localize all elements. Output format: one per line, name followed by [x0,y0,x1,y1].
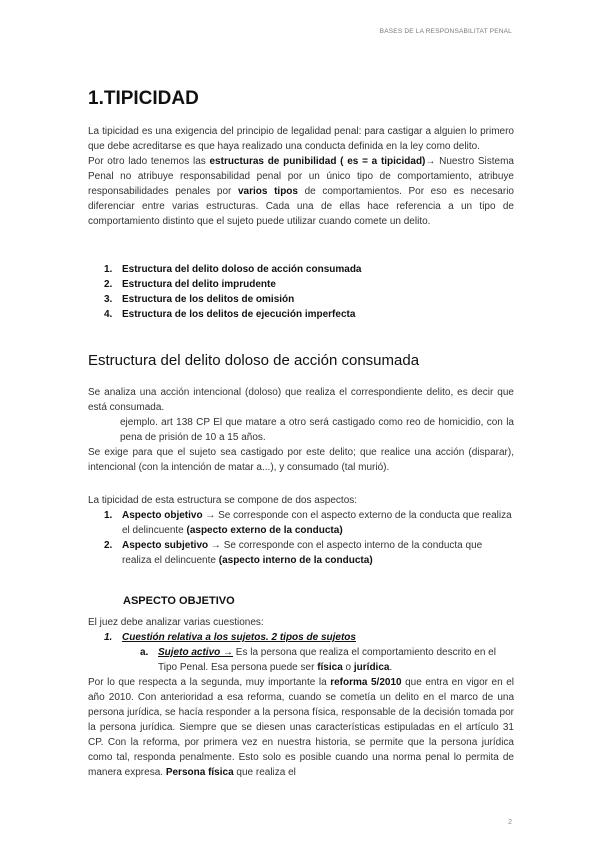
list-item: 4. Estructura de los delitos de ejecución imperfecta [104,309,356,320]
objective-intro: El juez debe analizar varias cuestiones: [88,617,264,628]
list-item: 1. Estructura del delito doloso de acción consumada [104,264,362,275]
list-item: 1. Aspecto objetivo → Se corresponde con el aspecto externo de la conducta que realiza el delincuente (aspecto externo de la conducta) [104,510,512,536]
page-number: 2 [508,819,512,826]
intro-paragraph-2: Por otro lado tenemos las estructuras de punibilidad ( es = a tipicidad)→ Nuestro Sistema Penal no atribuye responsabilidad penal por un único tipo de comportamiento, atribuye responsabilidades penales por varios tipos de comportamientos. Por eso es necesario diferenciar entre varias estructuras. Cada una de ellas hace referencia a un tipo de comportamiento distinto que el sujeto puede utilizar cuando comete un delito. [88,156,514,227]
aspects-list [104,508,514,568]
running-header: BASES DE LA RESPONSABILITAT PENAL [379,28,512,35]
analysis-paragraph-3: La tipicidad de esta estructura se compone de dos aspectos: [88,495,358,506]
list-item: 3. Estructura de los delitos de omisión [104,294,295,305]
subsection-title: Estructura del delito doloso de acción consumada [88,352,420,369]
reform-paragraph: Por lo que respecta a la segunda, muy importante la reforma 5/2010 que entra en vigor en el año 2010. Con anterioridad a esa reforma, cuando se cometía un delito en el marco de una persona jurídica, se hacía responder a la persona física, responsable de la decisión tomada por la persona jurídica. Siempre que se diesen unas características estipuladas en el artículo 31 CP. Con la reforma, por primera vez en nuestra historia, se permite que la persona jurídica como tal, responda penalmente. Esto solo es posible cuando una norma penal lo permita de manera expresa. Persona física que realiza el [88,677,514,778]
structures-list [104,262,362,322]
subject-active: a. Sujeto activo → Es la persona que realiza el comportamiento descrito en el Tipo Penal. Esa persona puede ser física o jurídica. [140,647,496,673]
analysis-paragraph-2: Se exige para que el sujeto sea castigado por este delito; que realice una acción (disparar), intencional (con la intención de matar a...), y consumado (tal murió). [88,447,514,473]
intro-paragraph-1: La tipicidad es una exigencia del principio de legalidad penal: para castigar a alguien lo primero que debe acreditarse es que haya realizado una conducta definida en la ley como delito. [88,126,514,152]
analysis-paragraph-1: Se analiza una acción intencional (doloso) que realiza el correspondiente delito, es decir que está consumada. [88,387,514,413]
question-1: 1. Cuestión relativa a los sujetos. 2 tipos de sujetos [104,632,356,643]
intro-block [88,124,514,229]
list-item: 2. Estructura del delito imprudente [104,279,276,290]
list-item: 2. Aspecto subjetivo → Se corresponde con el aspecto interno de la conducta que realiza el delincuente (aspecto interno de la conducta) [104,540,483,566]
section-title: 1.TIPICIDAD [88,88,199,109]
objective-title: ASPECTO OBJETIVO [123,595,235,607]
example-text: ejemplo. art 138 CP El que matare a otro será castigado como reo de homicidio, con la pena de prisión de 10 a 15 años. [120,417,514,443]
